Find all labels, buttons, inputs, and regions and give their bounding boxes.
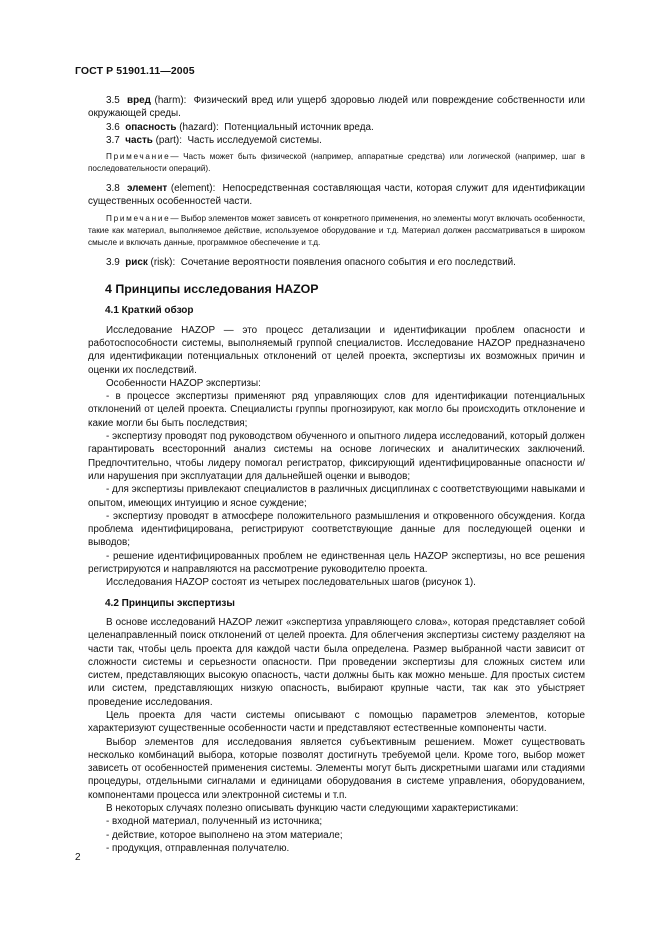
list-item: - для экспертизы привлекают специалистов в различных дисциплинах с соответствующими навыками и опытом, имеющих интуицию и ясное суждение; bbox=[88, 484, 585, 509]
section-4-1-heading: 4.1 Краткий обзор bbox=[105, 305, 194, 317]
section-4-heading: 4 Принципы исследования HAZOP bbox=[105, 282, 319, 297]
note-part: Примечание— Часть может быть физической (например, аппаратные средства) или логической (например, шаг в последовательности операций). bbox=[88, 152, 585, 174]
paragraph: В некоторых случаях полезно описывать функцию части следующими характеристиками: bbox=[106, 803, 519, 815]
definition-3-5: 3.5 вред (harm): Физический вред или ущерб здоровью людей или повреждение собственности или окружающей среды. bbox=[88, 95, 585, 120]
paragraph: Особенности HAZOP экспертизы: bbox=[106, 377, 261, 389]
list-item: - действие, которое выполнено на этом материале; bbox=[106, 829, 343, 841]
page-content bbox=[88, 94, 585, 855]
list-item: - решение идентифицированных проблем не единственная цель HAZOP экспертизы, но все решения регистрируются и направляются на рассмотрение руководителю проекта. bbox=[88, 550, 585, 576]
list-item: - в процессе экспертизы применяют ряд управляющих слов для идентификации потенциальных отклонений от целей проекта. Специалисты группы прогнозируют, как могло бы происходить отклонение и какие могли бы быть последствия; bbox=[88, 391, 585, 429]
definition-3-6: 3.6 опасность (hazard): Потенциальный источник вреда. bbox=[106, 121, 374, 133]
note-element: Примечание— Выбор элементов может зависеть от конкретного применения, но элементы могут включать особенности, такие как материал, выполняемое действие, используемое оборудование и т.д. Материал должен рассматриваться в широком смысле и включать данные, программное обеспечение и т.д. bbox=[88, 213, 585, 247]
paragraph: Исследования HAZOP состоят из четырех последовательных шагов (рисунок 1). bbox=[106, 577, 476, 589]
definition-3-8: 3.8 элемент (element): Непосредственная составляющая части, которая служит для идентификации существенных особенностей части. bbox=[88, 183, 585, 208]
definition-3-7: 3.7 часть (part): Часть исследуемой системы. bbox=[106, 134, 322, 146]
paragraph: Выбор элементов для исследования является субъективным решением. Может существовать несколько комбинаций выбора, которые позволят достигнуть требуемой цели. Кроме того, выбор может зависеть от особенностей применения системы. Элементы могут быть дискретными шагами или стадиями процедуры, отдельными сигналами и единицами оборудования в системе управления, оборудованием, компонентами процесса или электронной системы и т.п. bbox=[88, 736, 585, 801]
page-number: 2 bbox=[75, 852, 81, 863]
standard-header: ГОСТ Р 51901.11—2005 bbox=[75, 65, 195, 77]
paragraph: Исследование HAZOP — это процесс детализации и идентификации проблем опасности и работоспособности системы, выполняемый группой специалистов. Исследование HAZOP предназначено для идентификации потенциальных отклонений от целей проекта, экспертизы их возможных причин и оценки их последствий. bbox=[88, 324, 585, 376]
list-item: - экспертизу проводят в атмосфере положительного размышления и откровенного обсуждения. Когда проблема идентифицирована, регистрируют соответствующие данные для последующей оценки и выводов; bbox=[88, 510, 585, 549]
list-item: - экспертизу проводят под руководством обученного и опытного лидера исследований, который должен гарантировать всесторонний анализ системы на основе логических и аналитических заключений. Предпочтительно, чтобы лидеру помогал регистратор, фиксирующий идентифицированные опасности и/или нарушения при эксплуатации для дальнейшей оценки и выводов; bbox=[88, 431, 585, 482]
paragraph: В основе исследований HAZOP лежит «экспертиза управляющего слова», которая представляет собой целенаправленный поиск отклонений от целей проекта. Для облегчения экспертизы систему разделяют на части так, чтобы цель проекта для каждой части была определена. Размер выбранной части зависит от сложности системы и серьезности опасности. При проведении экспертизы для сложных систем или систем, представляющих высокую опасность, части должны быть как можно меньше. Для простых систем или систем, представляющих низкую опасность, выбирают крупные части, так как это убыстряет проведение исследования. bbox=[88, 616, 585, 708]
paragraph: Цель проекта для части системы описывают с помощью параметров элементов, которые характеризуют существенные особенности части и представляют естественные компоненты части. bbox=[88, 709, 585, 735]
list-item: - продукция, отправленная получателю. bbox=[106, 842, 290, 854]
section-4-2-heading: 4.2 Принципы экспертизы bbox=[105, 597, 235, 609]
definition-3-9: 3.9 риск (risk): Сочетание вероятности появления опасного события и его последствий. bbox=[106, 256, 516, 268]
list-item: - входной материал, полученный из источника; bbox=[106, 816, 323, 828]
